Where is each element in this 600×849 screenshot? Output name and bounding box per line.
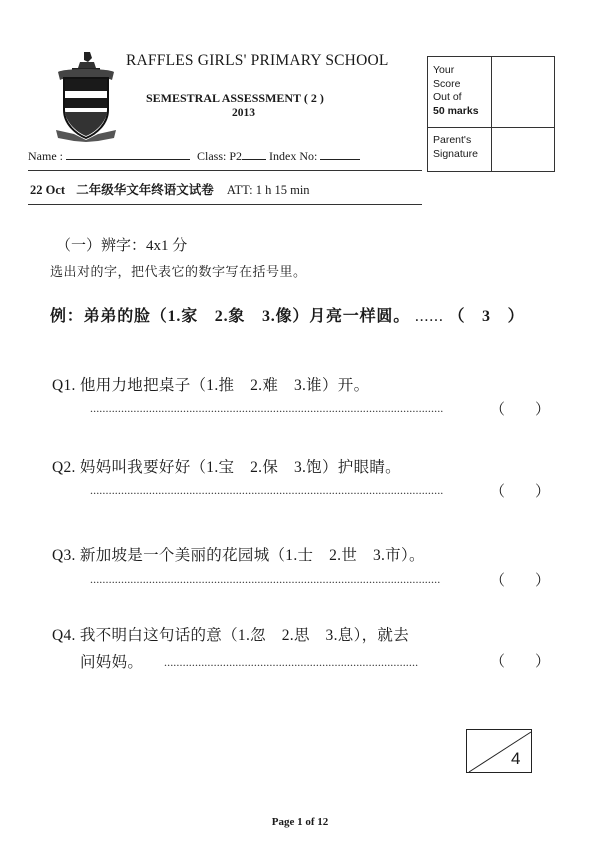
question-text: 他用力地把桌子（1.推 2.难 3.谁）开。 — [79, 377, 370, 394]
answer-dotted-line: .................................................................................................................. — [90, 401, 444, 415]
student-info-line — [28, 148, 360, 164]
assessment-year: 2013 — [232, 107, 255, 119]
answer-blank-2[interactable]: （ ） — [490, 484, 551, 500]
school-name: RAFFLES GIRLS' PRIMARY SCHOOL — [126, 52, 389, 69]
answer-dotted-line: .................................................................................. — [164, 655, 419, 669]
exam-duration: ATT: 1 h 15 min — [226, 183, 310, 197]
marks-box-diagonal — [467, 730, 533, 774]
question-2 — [52, 455, 401, 477]
example-answer: （ 3 ） — [448, 308, 525, 325]
question-4-continuation: 问妈妈。 — [80, 654, 144, 671]
example-dots: ...... — [414, 308, 444, 325]
assessment-title: SEMESTRAL ASSESSMENT ( 2 ) — [146, 91, 324, 105]
question-number: Q4. — [52, 627, 76, 644]
index-field[interactable] — [320, 148, 360, 160]
question-number: Q1. — [52, 377, 76, 394]
section-instruction: 选出对的字，把代表它的数字写在括号里。 — [50, 264, 307, 279]
question-1 — [52, 373, 369, 395]
question-text: 新加坡是一个美丽的花园城（1.士 2.世 3.市）。 — [79, 547, 425, 564]
question-3 — [52, 543, 425, 565]
section-heading: （一）辨字：4x1 分 — [56, 238, 188, 254]
class-label: Class: P2 — [197, 149, 243, 163]
paper-title: 二年级华文年终语文试卷 — [76, 183, 214, 197]
question-number: Q3. — [52, 547, 76, 564]
school-crest-logo — [54, 50, 118, 142]
answer-blank-3[interactable]: （ ） — [490, 573, 551, 589]
signature-label: Parent's Signature — [433, 134, 478, 160]
exam-info-divider — [28, 204, 422, 205]
example-item — [50, 303, 524, 326]
example-text: 例：弟弟的脸（1.家 2.象 3.像）月亮一样圆。 — [50, 308, 411, 325]
section-marks: 4 — [511, 749, 521, 768]
question-number: Q2. — [52, 459, 76, 476]
name-label: Name : — [28, 149, 63, 163]
question-text: 妈妈叫我要好好（1.宝 2.保 3.饱）护眼睛。 — [79, 459, 401, 476]
answer-blank-1[interactable]: （ ） — [490, 402, 551, 418]
name-field[interactable] — [66, 148, 190, 160]
index-label: Index No: — [269, 149, 318, 163]
class-field[interactable] — [242, 148, 266, 160]
marks-box — [466, 729, 532, 773]
answer-blank-4[interactable]: （ ） — [490, 654, 551, 670]
answer-dotted-line: ................................................................................................................. — [90, 572, 441, 586]
page-number: Page 1 of 12 — [271, 816, 329, 828]
question-4 — [52, 623, 409, 645]
question-text: 我不明白这句话的意（1.忽 2.思 3.息），就去 — [79, 627, 410, 644]
score-label: Your Score Out of 50 marks — [433, 64, 479, 117]
exam-date: 22 Oct — [30, 183, 66, 197]
exam-info-line — [30, 180, 310, 198]
answer-dotted-line: .................................................................................................................. — [90, 483, 444, 497]
score-box — [427, 56, 555, 172]
header-divider — [28, 170, 422, 171]
